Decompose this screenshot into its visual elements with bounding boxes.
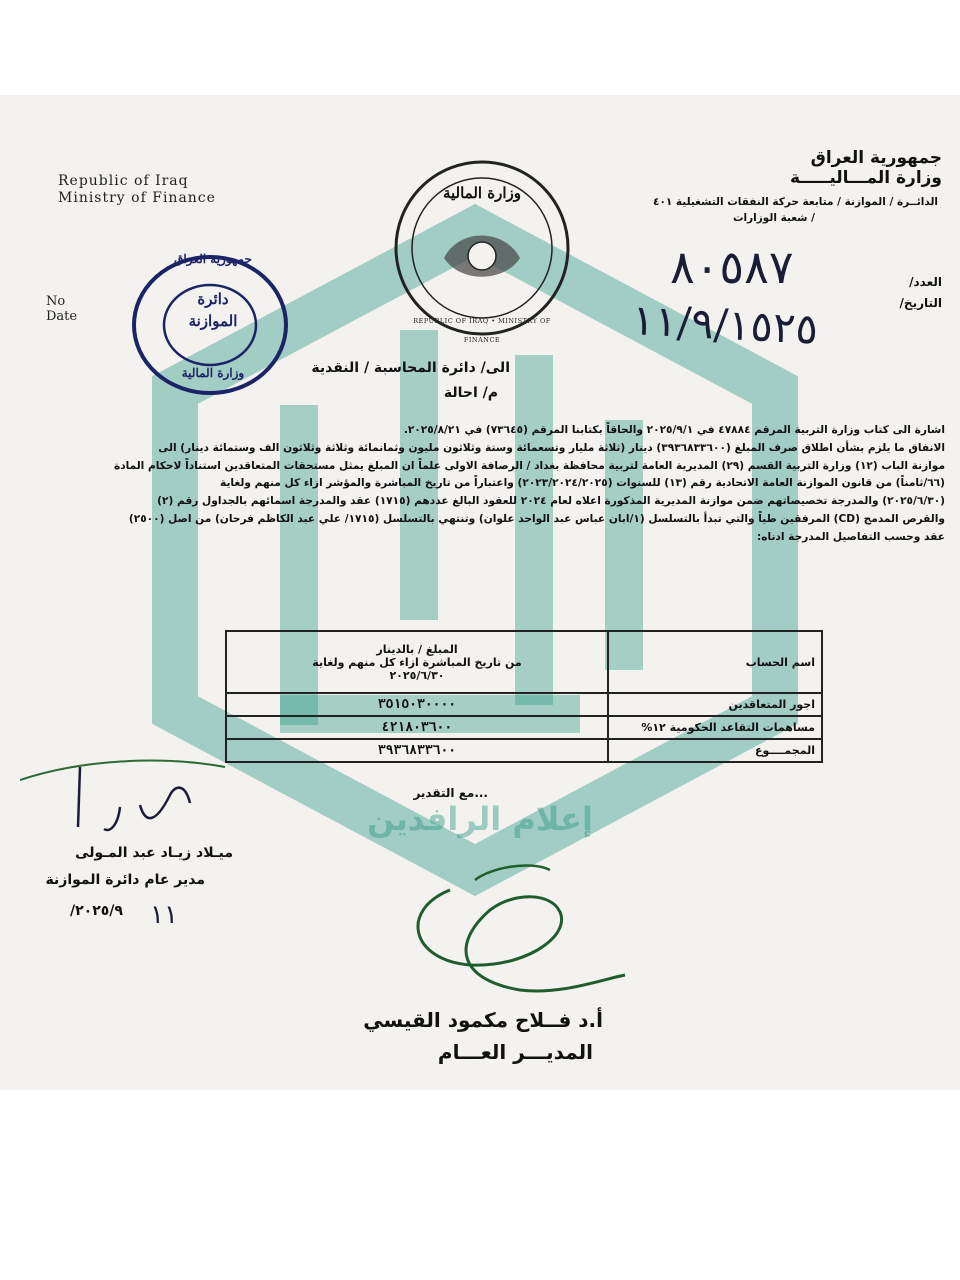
signer-left-name: ميـلاد زيـاد عبد المـولى	[75, 845, 233, 861]
table-row	[226, 716, 822, 739]
header-account: اسم الحساب	[608, 631, 822, 693]
body-line: اشارة الى كتاب وزارة التربية المرقم ٤٧٨٨٤ في ٢٠٢٥/٩/١ والحاقاً بكتابنا المرقم (٧٣٦٤٥) في ٢٠٢٥/٨/٢١.	[403, 424, 945, 436]
number-label-ar: العدد/	[909, 275, 942, 289]
amounts-table	[225, 630, 823, 763]
letterhead-en-country: Republic of Iraq	[58, 173, 189, 189]
letterhead-ar-country: جمهورية العراق	[810, 148, 942, 168]
row-amount: ٣٩٣٦٨٣٣٦٠٠	[226, 739, 608, 762]
date-label: Date	[46, 309, 78, 324]
row-label: اجور المتعاقدين	[608, 693, 822, 716]
closing: ...مع التقدير	[413, 786, 488, 800]
stamp-line1: دائرة	[197, 290, 229, 308]
watermark-text: إعلام الرافدين	[367, 800, 593, 838]
table-header-row	[226, 631, 822, 693]
no-label: No	[46, 294, 66, 309]
body-line: الانفاق ما يلزم بشأن اطلاق صرف المبلغ (٣٩٣٦٨٣٣٦٠٠) دينار (ثلاثة مليار وتسعمائة وستة وثلاثون مليون وثمانمائة وثلاثة وثلاثون الف وستمائة دينار) الى	[158, 441, 945, 454]
letterhead-ar-ministry: وزارة المـــاليـــــة	[789, 168, 942, 188]
letterhead-en-ministry: Ministry of Finance	[58, 190, 216, 206]
letter-body	[15, 422, 945, 547]
header-amount	[226, 631, 608, 693]
row-label: مساهمات التقاعد الحكومية ١٢%	[608, 716, 822, 739]
signer-left-date: ٢٠٢٥/٩/	[70, 903, 123, 919]
emblem-arabic: وزارة المالية	[442, 184, 522, 202]
row-amount: ٤٢١٨٠٣٦٠٠	[226, 716, 608, 739]
row-label: المجمــــوع	[608, 739, 822, 762]
stamp-line2: الموازنة	[188, 312, 238, 330]
signer-main-name: أ.د فــلاح مكمود القيسي	[363, 1008, 603, 1032]
handwritten-number: ٨٠٥٨٧	[670, 240, 794, 294]
body-line: عقد وحسب التفاصيل المدرجة ادناه:	[756, 530, 945, 543]
stamp-bottom-text: وزارة المالية	[181, 366, 245, 380]
handwritten-date: ١١/٩/١٥٢٥	[630, 295, 820, 354]
subject: م/ احالة	[443, 385, 498, 401]
signer-left-date-hand: ١١	[150, 900, 178, 930]
header-amount-line1: المبلغ / بالدينار	[376, 642, 458, 656]
table-row	[226, 739, 822, 762]
body-line: (٦٦/ثامناً) من قانون الموازنة العامة الاتحادية رقم (١٣) للسنوات (٢٠٢٣/٢٠٢٤/٢٠٢٥) واعتباراً من تاريخ المباشرة والمؤشر ازاء كل منهم ولغاية	[220, 477, 945, 490]
body-line: والقرص المدمج (CD) المرفقين طياً والتي تبدأ بالتسلسل (١/ابان عباس عبد الواحد علوان) وتنتهي بالتسلسل (١٧١٥/ علي عبد الكاظم فرحان) من اصل (٢٥٠٠)	[128, 512, 945, 525]
section-line: / شعبة الوزارات	[732, 212, 815, 224]
body-line: (٢٠٢٥/٦/٣٠) والمدرجة تخصيصاتهم ضمن موازنة المديرية المذكورة اعلاه لعام ٢٠٢٤ للعقود البالغ عددهم (١٧١٥) عقد والمدرجة اسمائهم بالجداول رقم (٢)	[157, 495, 945, 508]
signer-main-title: المديـــر العـــام	[437, 1040, 593, 1064]
header-amount-line3: ٢٠٢٥/٦/٣٠	[389, 668, 445, 682]
date-label-ar: التاريخ/	[899, 296, 942, 310]
left-signature	[20, 755, 230, 845]
department-line: الدائــرة / الموازنة / متابعة حركة النفقات التشغيلية ٤٠١	[653, 196, 938, 208]
emblem-ring: REPUBLIC OF IRAQ • MINISTRY OF FINANCE	[413, 317, 551, 344]
table-row	[226, 693, 822, 716]
header-amount-line2: من تاريخ المباشرة ازاء كل منهم ولغاية	[312, 655, 522, 669]
main-signature	[380, 850, 630, 1000]
stamp-ring-text: جمهورية العراق	[174, 252, 252, 266]
row-amount: ٣٥١٥٠٣٠٠٠٠	[226, 693, 608, 716]
signer-left-title: مدير عام دائرة الموازنة	[45, 872, 205, 888]
body-line: موازنة الباب (١٢) وزارة التربية القسم (٢٩) المديرية العامة لتربية محافظة بغداد / الرصافة الاولى علماً ان المبلغ يمثل مستحقات المتعاقدين استناداً لاحكام المادة	[113, 459, 945, 472]
recipient: الى/ دائرة المحاسبة / النقدية	[311, 360, 510, 376]
